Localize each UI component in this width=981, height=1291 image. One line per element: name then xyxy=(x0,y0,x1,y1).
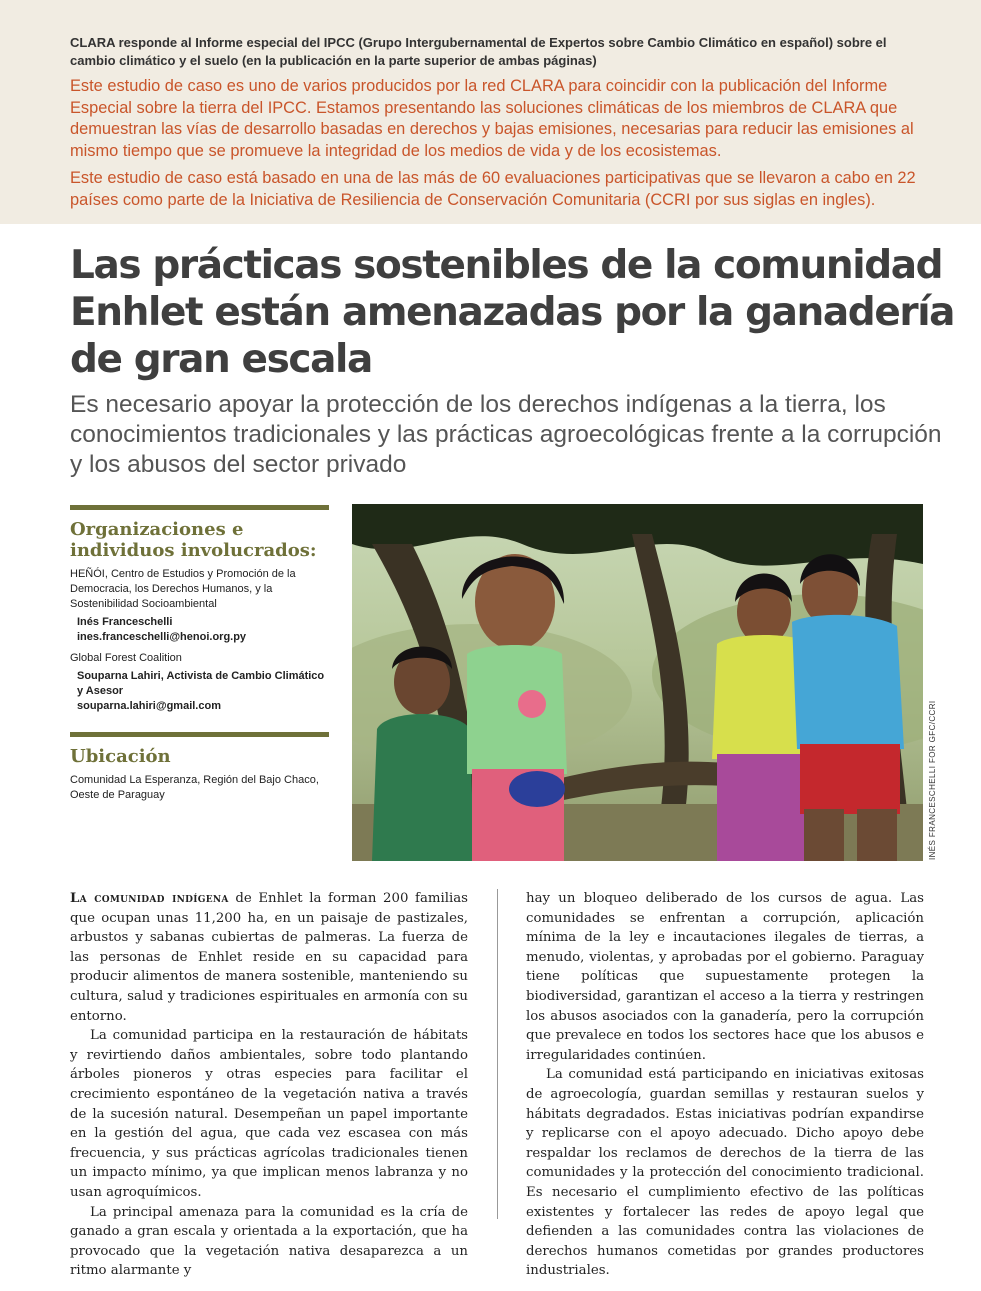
org1-name: HEÑÓI, Centro de Estudios y Promoción de la Democracia, los Derechos Humanos, y la Sostenibilidad Socioambiental xyxy=(70,568,296,610)
banner-paragraph-1: Este estudio de caso es uno de varios producidos por la red CLARA para coincidir con la publicación del Informe Especial sobre la tierra del IPCC. Estamos presentando las soluciones climáticas de los miembros de CLARA que demuestran las vías de desarrollo basadas en derechos y bajas emisiones, necesarias para reducir las emisiones al mismo tiempo que se promueve la integridad de los medios de vida y de los ecosistemas. xyxy=(70,77,914,160)
location-heading: Ubicación xyxy=(70,746,171,767)
org2-contact-email: souparna.lahiri@gmail.com xyxy=(77,700,221,712)
body-paragraph-3: La principal amenaza para la comunidad es la cría de ganado a gran escala y orientada a la exportación, que ha provocado que la vegetación nativa desaparezca a un ritmo alarmante y xyxy=(70,1204,468,1279)
intro-banner xyxy=(0,0,981,224)
body-paragraph-2: La comunidad participa en la restauración de hábitats y revirtiendo daños ambientales, sobre todo plantando árboles pioneros y otras especies para facilitar el crecimiento espontáneo de la vegetación nativa a través de la sucesión natural. Desempeñan un papel importante en la gestión del agua, que cada vez escasea con más frecuencia, y sus prácticas agrícolas tradicionales tienen un impacto mínimo, ya que implican menos labranza y no usan agroquímicos. xyxy=(70,1028,468,1200)
location-text: Comunidad La Esperanza, Región del Bajo Chaco, Oeste de Paraguay xyxy=(70,774,319,801)
body-paragraph-3-continued: hay un bloqueo deliberado de los cursos de agua. Las comunidades se enfrentan a corrupción, aplicación mínima de la ley e incautaciones ilegales de tierras, a menudo, violentas, y aprobadas por el gobierno. Paraguay tiene políticas que supuestamente protegen la biodiversidad, garantizan el acceso a la tierra y restringen los abusos asociados con la ganadería, pero la corrupción que prevalece en todos los sectores hace que los abusos e irregularidades continúen. xyxy=(526,891,924,1063)
body-paragraph-1 xyxy=(70,889,468,1026)
children-photo xyxy=(352,504,923,861)
banner-header: CLARA responde al Informe especial del IPCC (Grupo Intergubernamental de Expertos sobre Cambio Climático en español) sobre el cambio climático y el suelo (en la publicación en la parte superior de ambas páginas) xyxy=(70,35,887,68)
org2-name: Global Forest Coalition xyxy=(70,652,182,664)
body-column-1 xyxy=(70,889,468,1281)
article-subtitle: Es necesario apoyar la protección de los derechos indígenas a la tierra, los conocimientos tradicionales y las prácticas agroecológicas frente a la corrupción y los abusos del sector privado xyxy=(70,391,942,478)
column-divider xyxy=(497,889,498,1219)
lead-in: La comunidad indígena xyxy=(70,891,229,906)
sidebar-rule xyxy=(70,505,329,510)
banner-paragraph-2: Este estudio de caso está basado en una de las más de 60 evaluaciones participativas que se llevaron a cabo en 22 países como parte de la Iniciativa de Resiliencia de Conservación Comunitaria (CCRI por sus siglas en ingles). xyxy=(70,169,916,209)
sidebar-rule xyxy=(70,732,329,737)
article-title: Las prácticas sostenibles de la comunidad Enhlet están amenazadas por la ganadería de gran escala xyxy=(70,243,955,382)
org2-contact-name: Souparna Lahiri, Activista de Cambio Climático y Asesor xyxy=(77,670,325,697)
org1-contact-email: ines.franceschelli@henoi.org.py xyxy=(77,631,247,643)
child-center xyxy=(462,554,567,861)
body-column-2 xyxy=(526,889,924,1281)
body-paragraph-4: La comunidad está participando en iniciativas exitosas de agroecología, guardan semillas y restauran suelos y hábitats degradados. Estas iniciativas podrían expandirse y replicarse con el apoyo adecuado. Dicho apoyo debe respaldar los reclamos de derechos de la tierra de las comunidades y la protección del conocimiento tradicional. Es necesario el cumplimiento efectivo de las políticas existentes y fortalecer las redes de apoyo legal que defienden a las comunidades contra las violaciones de derechos humanos cometidas por grandes productores industriales. xyxy=(526,1067,924,1279)
body-paragraph-1-text: de Enhlet la forman 200 familias que ocupan unas 11,200 ha, en un paisaje de pastizales, arbustos y sabanas cubiertas de palmeras. La fuerza de las personas de Enhlet reside en su capacidad para producir alimentos de manera sostenible, manteniendo su cultura, salud y tradiciones espirituales en armonía con su entorno. xyxy=(70,891,468,1024)
orgs-heading: Organizaciones e individuos involucrados: xyxy=(70,519,317,561)
photo-credit-text: INÉS FRANCESCHELLI FOR GFC/CCRI xyxy=(928,700,937,860)
org1-contact-name: Inés Franceschelli xyxy=(77,616,173,628)
sidebar xyxy=(70,505,329,806)
